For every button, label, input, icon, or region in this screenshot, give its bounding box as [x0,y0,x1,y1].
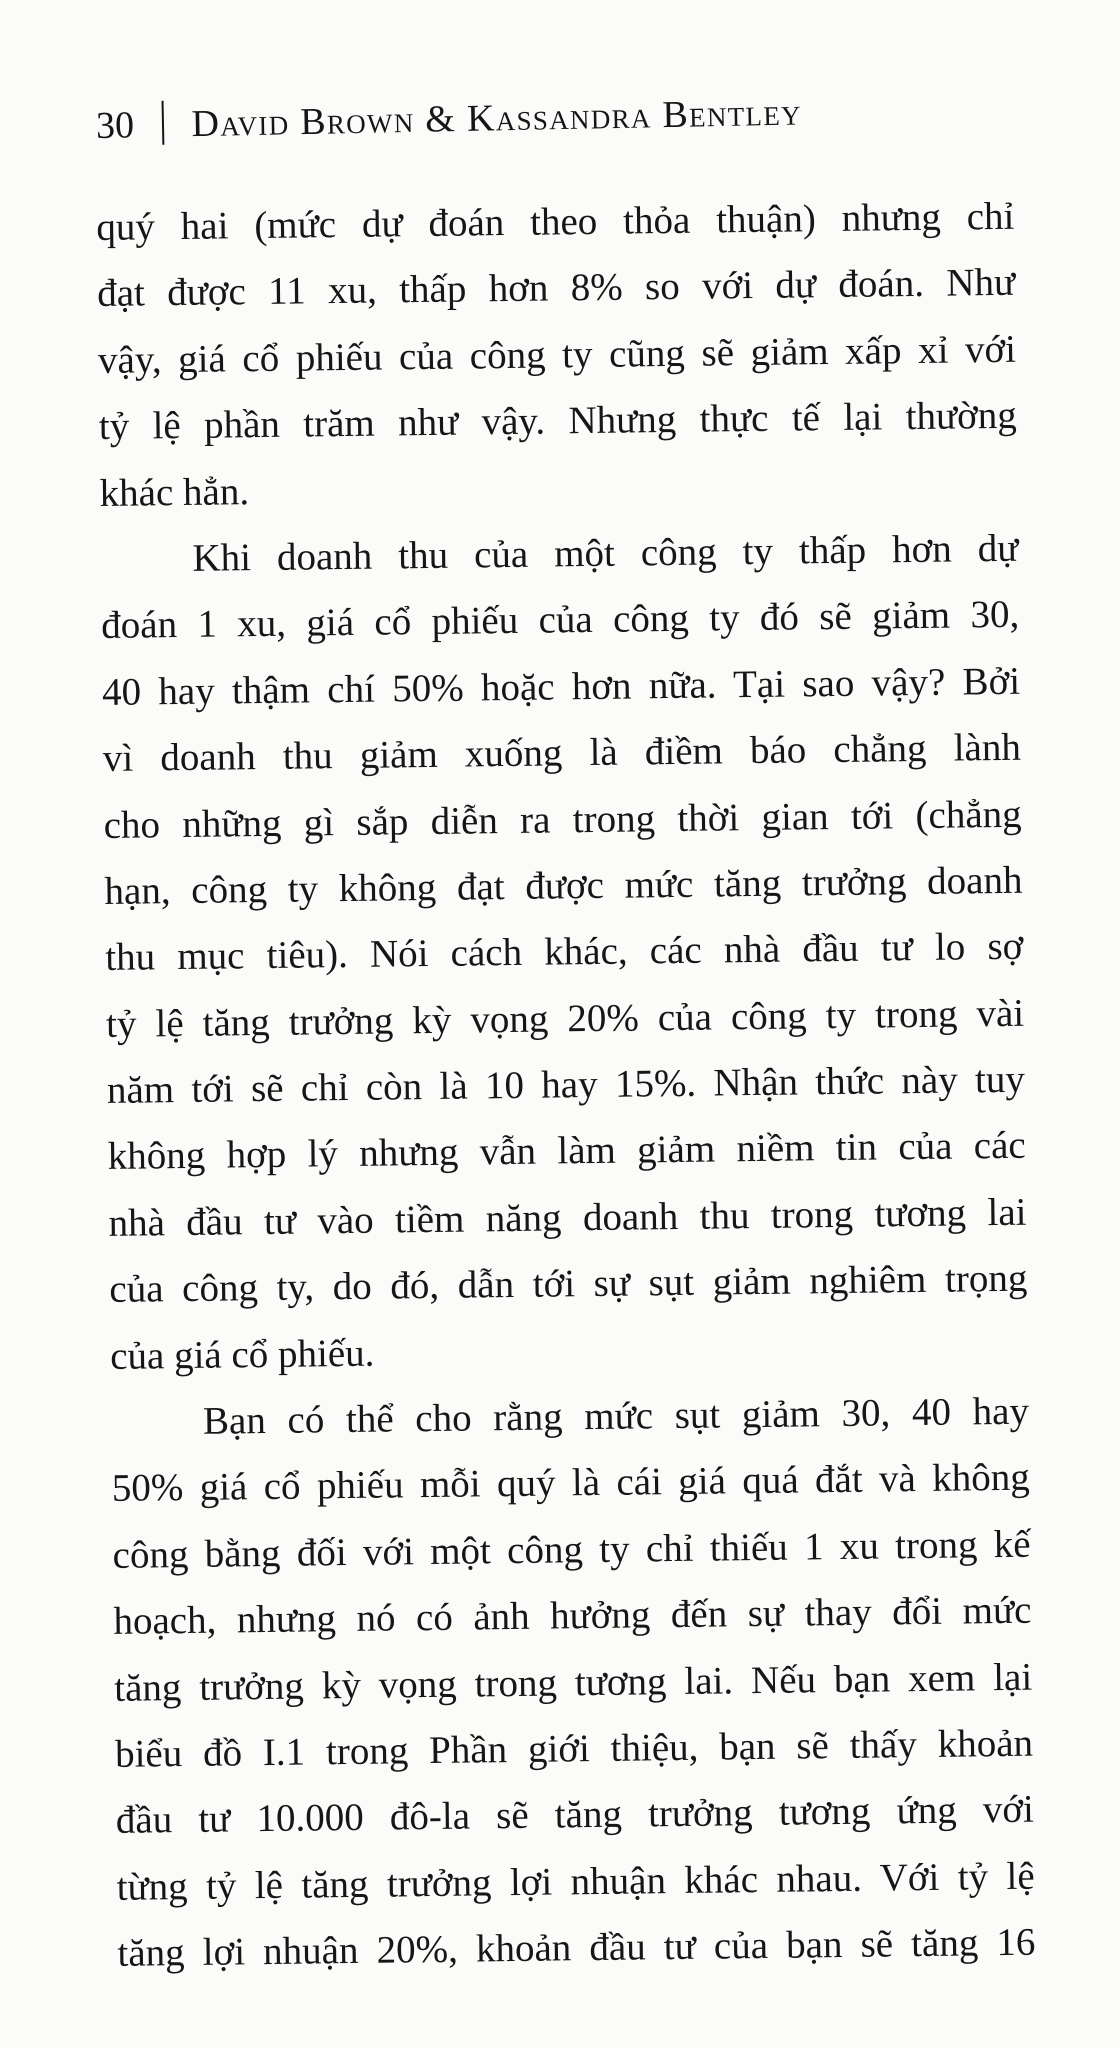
paragraph-1 [96,184,1018,527]
text-line: tỷ lệ phần trăm như vậy. Nhưng thực tế lại thường [98,393,1018,449]
text-line: biểu đồ I.1 trong Phần giới thiệu, bạn sẽ thấy khoản [114,1721,1034,1776]
running-head [95,78,1026,156]
text-line: Bạn có thể cho rằng mức sụt giảm 30, 40 hay [202,1389,1030,1443]
text-line: vì doanh thu giảm xuống là điềm báo chẳng lành [102,725,1022,781]
text-line: năm tới sẽ chỉ còn là 10 hay 15%. Nhận thức này tuy [106,1057,1026,1113]
header-separator [162,101,164,145]
paragraph-2 [100,516,1028,1390]
text-line: hoạch, nhưng nó có ảnh hưởng đến sự thay đổi mức [113,1588,1032,1644]
text-line: vậy, giá cổ phiếu của công ty cũng sẽ giảm xấp xỉ với [97,327,1017,382]
text-line: thu mục tiêu). Nói cách khác, các nhà đầu tư lo sợ [105,925,1024,980]
text-line: của công ty, do đó, dẫn tới sự sụt giảm nghiêm trọng [109,1256,1028,1312]
text-line: từng tỷ lệ tăng trưởng lợi nhuận khác nhau. Với tỷ lệ [116,1854,1035,1909]
text-line: khác hẳn. [99,469,250,515]
author-names: David Brown & Kassandra Bentley [191,91,803,146]
text-line: nhà đầu tư vào tiềm năng doanh thu trong tương lai [108,1190,1027,1245]
paragraph-3 [111,1379,1036,1988]
text-line: 50% giá cổ phiếu mỗi quý là cái giá quá đắt và không [111,1456,1031,1511]
text-line: 40 hay thậm chí 50% hoặc hơn nữa. Tại sao vậy? Bởi [101,659,1021,714]
text-line: cho những gì sắp diễn ra trong thời gian tới (chẳng [103,792,1022,847]
text-line: quý hai (mức dự đoán theo thỏa thuận) nhưng chỉ [96,194,1015,249]
body-text [96,184,1036,1988]
text-line: tăng lợi nhuận 20%, khoản đầu tư của bạn sẽ tăng 16 [117,1920,1036,1976]
page-number: 30 [95,104,135,147]
text-line: đầu tư 10.000 đô-la sẽ tăng trưởng tương ứng với [115,1788,1035,1843]
text-line: hạn, công ty không đạt được mức tăng trưởng doanh [104,858,1023,913]
text-line: đoán 1 xu, giá cổ phiếu của công ty đó sẽ giảm 30, [101,593,1020,648]
text-line: không hợp lý nhưng vẫn làm giảm niềm tin của các [107,1124,1026,1179]
text-line: của giá cổ phiếu. [109,1331,375,1378]
text-line: tỷ lệ tăng trưởng kỳ vọng 20% của công ty trong vài [105,991,1025,1046]
text-line: Khi doanh thu của một công ty thấp hơn dự [192,526,1019,580]
text-line: công bằng đối với một công ty chỉ thiếu 1 xu trong kế [112,1522,1031,1577]
text-line: tăng trưởng kỳ vọng trong tương lai. Nếu bạn xem lại [113,1655,1033,1710]
text-line: đạt được 11 xu, thấp hơn 8% so với dự đoán. Như [96,261,1016,316]
